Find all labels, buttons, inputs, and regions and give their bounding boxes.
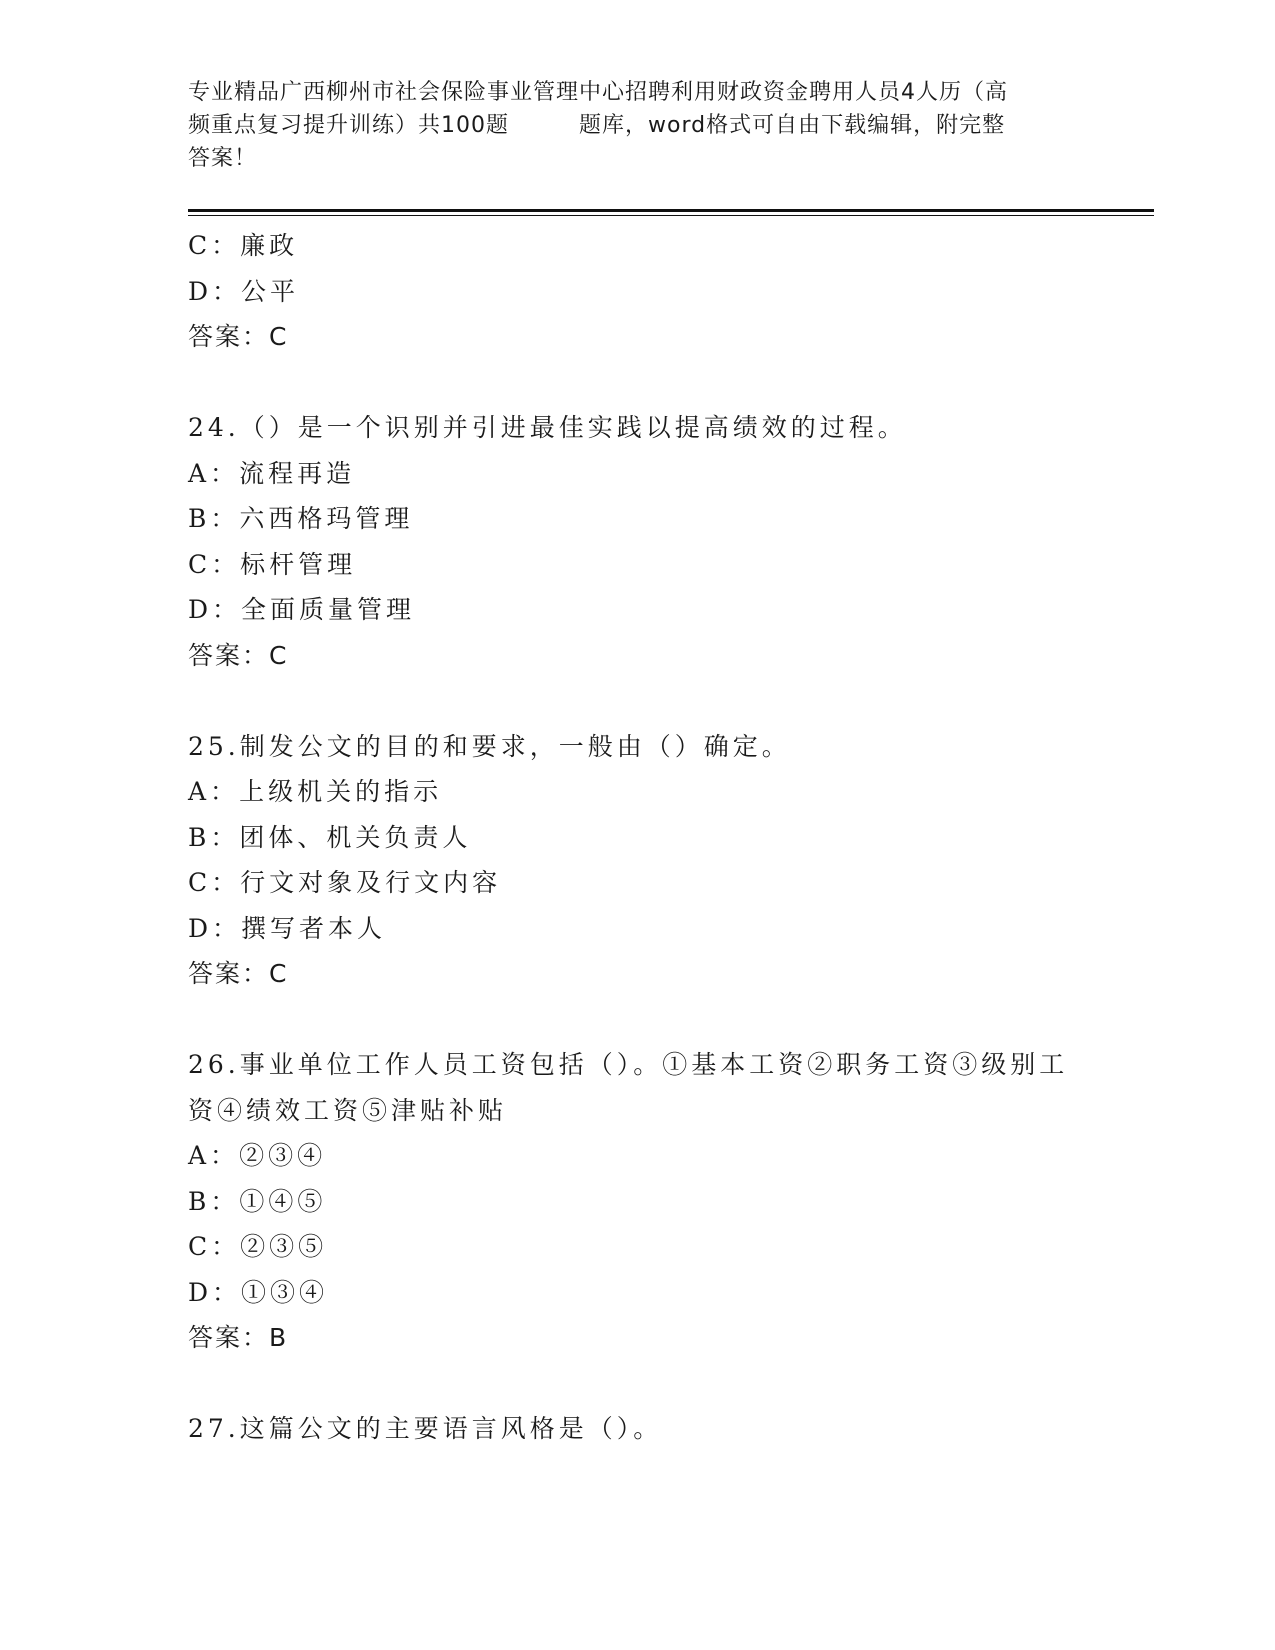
option-text: ②③⑤ xyxy=(240,1232,328,1261)
option-key: B： xyxy=(188,504,240,533)
option-text: ②③④ xyxy=(239,1141,327,1170)
option-key: C： xyxy=(188,1232,241,1261)
option-c xyxy=(188,223,1154,269)
question-text: 26.事业单位工作人员工资包括（）。①基本工资②职务工资③级别工资④绩效工资⑤津贴补贴 xyxy=(188,1050,1069,1125)
option-key: C： xyxy=(188,868,241,897)
option-d xyxy=(188,906,1154,952)
option-key: A： xyxy=(188,1141,240,1170)
option-d xyxy=(188,269,1154,315)
option-key: D： xyxy=(188,276,242,306)
option-text: 上级机关的指示 xyxy=(239,777,443,806)
option-d xyxy=(188,1270,1154,1316)
answer-line: 答案：C xyxy=(188,959,289,988)
option-key: A： xyxy=(188,777,240,806)
option-text: 行文对象及行文内容 xyxy=(240,868,502,897)
header-line-2 xyxy=(188,109,1088,142)
question-25 xyxy=(188,724,1154,997)
header-line-1: 专业精品广西柳州市社会保险事业管理中心招聘利用财政资金聘用人员4人历（高 xyxy=(188,80,1008,105)
option-d xyxy=(188,587,1154,633)
option-text: ①④⑤ xyxy=(239,1186,327,1216)
option-b xyxy=(188,1179,1154,1225)
option-text: 标杆管理 xyxy=(240,549,357,579)
option-text: 流程再造 xyxy=(239,458,356,488)
option-key: D： xyxy=(188,1277,242,1307)
option-c xyxy=(188,542,1154,588)
header-line-3: 答案！ xyxy=(188,146,258,171)
option-text: 公平 xyxy=(241,276,300,306)
option-text: ①③④ xyxy=(241,1277,329,1307)
question-23-continued xyxy=(188,223,1154,360)
option-key: D： xyxy=(188,595,242,624)
question-text: 25.制发公文的目的和要求，一般由（）确定。 xyxy=(188,731,791,761)
header-rule-thick xyxy=(188,209,1154,212)
option-key: A： xyxy=(188,458,240,488)
header-rule-thin xyxy=(188,215,1154,216)
option-key: B： xyxy=(188,822,240,852)
header-line-2-part-2: 题库，word格式可自由下载编辑，附完整 xyxy=(579,113,1006,138)
option-text: 全面质量管理 xyxy=(241,595,416,624)
option-text: 六西格玛管理 xyxy=(239,504,414,533)
option-text: 廉政 xyxy=(240,231,299,260)
question-27 xyxy=(188,1406,1154,1452)
option-a xyxy=(188,451,1154,497)
option-key: B： xyxy=(188,1186,240,1216)
option-b xyxy=(188,815,1154,861)
option-a xyxy=(188,769,1154,815)
option-key: C： xyxy=(188,231,241,260)
answer-line: 答案：C xyxy=(188,322,289,351)
option-key: D： xyxy=(188,913,242,943)
answer-line: 答案：B xyxy=(188,1323,289,1352)
option-text: 撰写者本人 xyxy=(241,913,387,943)
question-text: 27.这篇公文的主要语言风格是（）。 xyxy=(188,1414,663,1443)
option-text: 团体、机关负责人 xyxy=(239,822,472,852)
question-text: 24.（）是一个识别并引进最佳实践以提高绩效的过程。 xyxy=(188,413,907,442)
option-c xyxy=(188,860,1154,906)
answer-line: 答案：C xyxy=(188,640,289,670)
option-c xyxy=(188,1224,1154,1270)
question-24 xyxy=(188,405,1154,678)
option-a xyxy=(188,1133,1154,1179)
option-key: C： xyxy=(188,549,241,579)
question-26 xyxy=(188,1042,1154,1361)
question-list xyxy=(188,223,1154,1452)
header-line-2-part-1: 频重点复习提升训练）共100题 xyxy=(188,113,509,138)
document-header xyxy=(188,76,1088,175)
option-b xyxy=(188,496,1154,542)
